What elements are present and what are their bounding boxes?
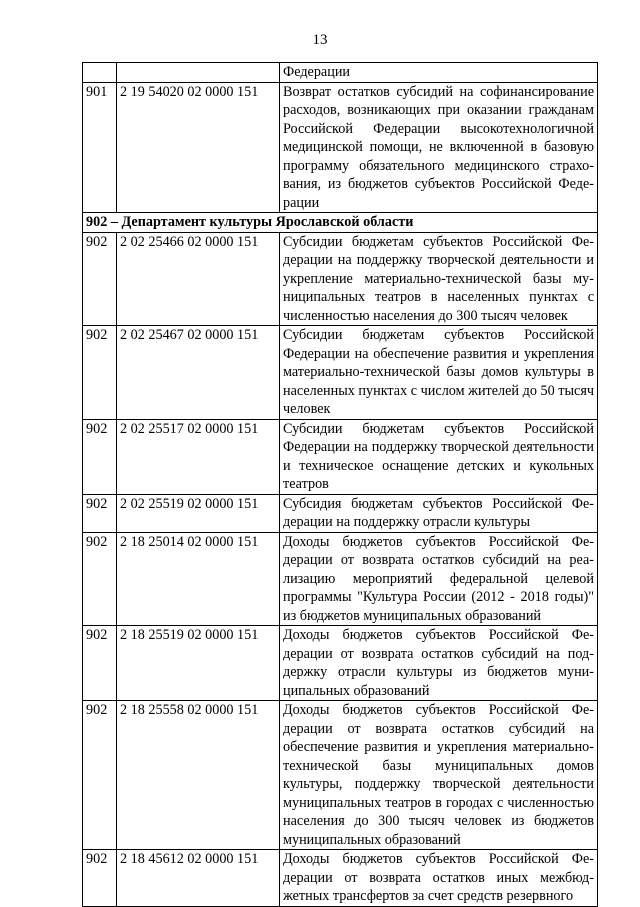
table-row: [83, 626, 598, 701]
table-row: [83, 232, 598, 326]
budget-code-cell: 2 02 25466 02 0000 151: [117, 232, 280, 326]
description-cell: Субсидии бюджетам субъектов Российской Федерации на поддержку творческой деятельности и техническое оснащение детских и кукольных театров: [280, 419, 598, 494]
description-cell: Федерации: [280, 63, 598, 83]
table-row: [83, 419, 598, 494]
budget-classification-table: [82, 62, 598, 907]
budget-code-cell: 2 18 25014 02 0000 151: [117, 532, 280, 626]
budget-code-cell: 2 18 25519 02 0000 151: [117, 626, 280, 701]
description-cell: Доходы бюджетов субъектов Российской Федерации от возврата остатков иных межбюджетных трансфертов за счет средств резервного: [280, 850, 598, 907]
admin-code-cell: 902: [83, 419, 117, 494]
budget-code-cell: 2 18 45612 02 0000 151: [117, 850, 280, 907]
table-body: [83, 63, 598, 907]
description-cell: Возврат остатков субсидий на софинансирование расходов, возникающих при оказании гражданам Российской Федерации высокотехнологичной медицинской помощи, не включенной в базовую программу обязательного медицинского страхования, из бюджетов субъектов Российской Федерации: [280, 82, 598, 213]
description-cell: Доходы бюджетов субъектов Российской Федерации от возврата остатков субсидий на обеспечение развития и укрепления материально-технической базы муниципальных домов культуры, поддержку творческой деятельности муниципальных театров в городах с численностью населения до 300 тысяч человек из бюджетов муниципальных образований: [280, 701, 598, 850]
table-row: [83, 63, 598, 83]
budget-code-cell: 2 18 25558 02 0000 151: [117, 701, 280, 850]
admin-code-cell: 902: [83, 701, 117, 850]
section-title: 902 – Департамент культуры Ярославской области: [83, 213, 598, 233]
budget-code-cell: 2 02 25519 02 0000 151: [117, 494, 280, 532]
admin-code-cell: 901: [83, 82, 117, 213]
table-row: [83, 326, 598, 420]
budget-code-cell: 2 19 54020 02 0000 151: [117, 82, 280, 213]
admin-code-cell: 902: [83, 326, 117, 420]
budget-code-cell: [117, 63, 280, 83]
admin-code-cell: 902: [83, 494, 117, 532]
admin-code-cell: 902: [83, 850, 117, 907]
admin-code-cell: 902: [83, 232, 117, 326]
table-row: [83, 532, 598, 626]
table-row: [83, 82, 598, 213]
admin-code-cell: 902: [83, 626, 117, 701]
section-header-row: [83, 213, 598, 233]
table-row: [83, 494, 598, 532]
page-number: 13: [312, 32, 328, 48]
description-cell: Субсидии бюджетам субъектов Российской Федерации на обеспечение развития и укрепления материально-технической базы домов культуры в населенных пунктах с числом жителей до 50 тысяч человек: [280, 326, 598, 420]
budget-code-cell: 2 02 25467 02 0000 151: [117, 326, 280, 420]
table-row: [83, 850, 598, 907]
admin-code-cell: 902: [83, 532, 117, 626]
description-cell: Субсидии бюджетам субъектов Российской Федерации на поддержку творческой деятельности и укрепление материально-технической базы муниципальных театров в населенных пунктах с численностью населения до 300 тысяч человек: [280, 232, 598, 326]
description-cell: Доходы бюджетов субъектов Российской Федерации от возврата остатков субсидий на поддержку отрасли культуры из бюджетов муниципальных образований: [280, 626, 598, 701]
description-cell: Субсидия бюджетам субъектов Российской Федерации на поддержку отрасли культуры: [280, 494, 598, 532]
budget-code-cell: 2 02 25517 02 0000 151: [117, 419, 280, 494]
admin-code-cell: [83, 63, 117, 83]
description-cell: Доходы бюджетов субъектов Российской Федерации от возврата остатков субсидий на реализацию мероприятий федеральной целевой программы "Культура России (2012 - 2018 годы)" из бюджетов муниципальных образований: [280, 532, 598, 626]
table-row: [83, 701, 598, 850]
